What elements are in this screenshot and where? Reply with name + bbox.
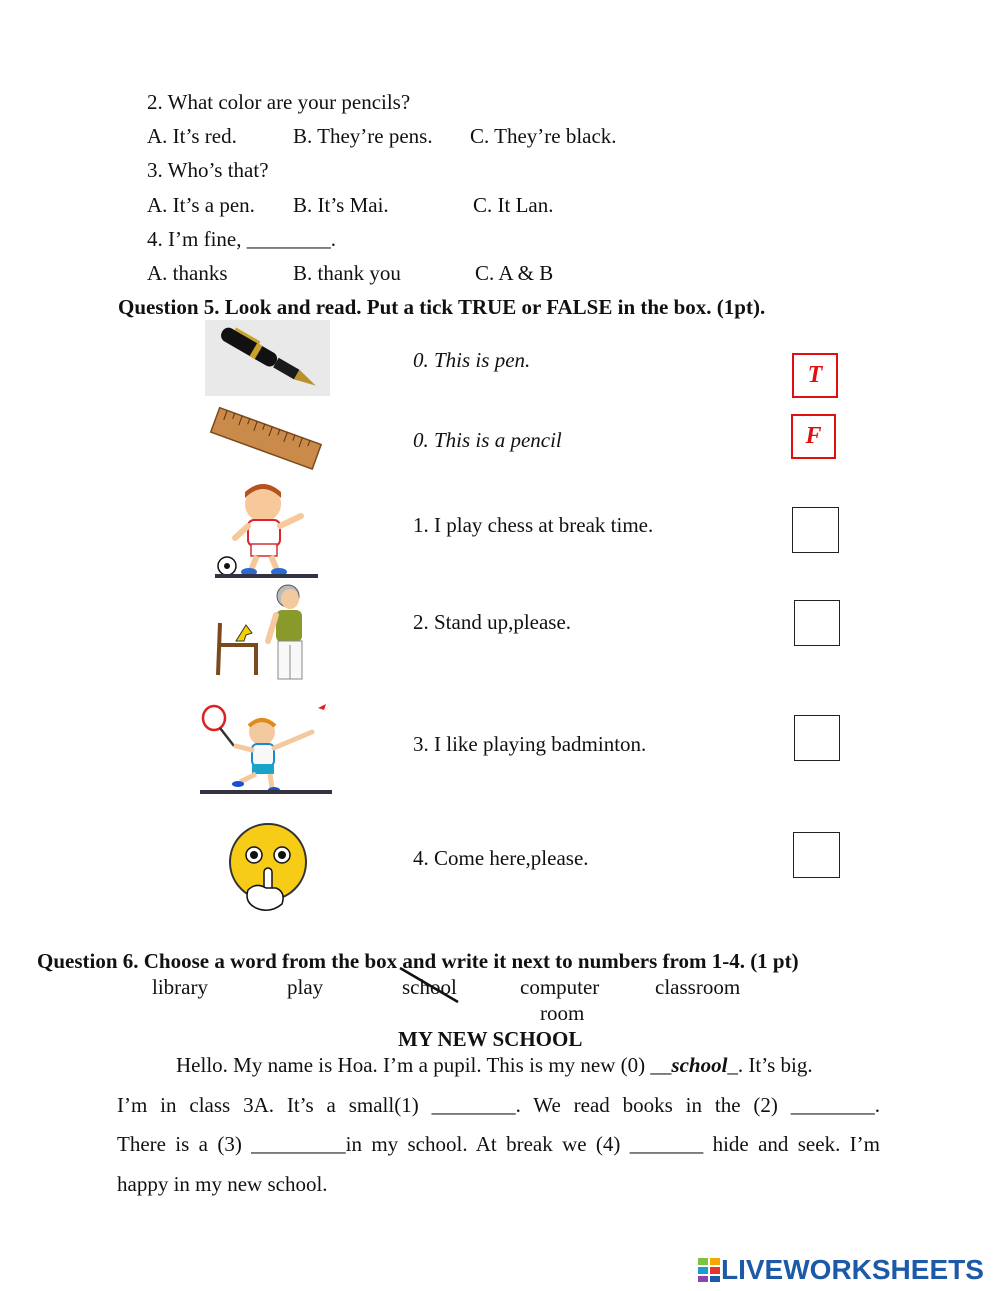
soccer-boy-image (215, 480, 318, 578)
passage-line-1-end: _. It’s big. (727, 1053, 813, 1077)
pen-image (205, 320, 330, 396)
q5-row-0-answer-box[interactable]: T (792, 353, 838, 398)
q5-row-1-sentence: 0. This is a pencil (413, 428, 562, 452)
q5-row-0-sentence: 0. This is pen. (413, 348, 531, 372)
liveworksheets-logo (697, 1254, 984, 1286)
question-2-option-c: C. They’re black. (470, 124, 617, 148)
question-3-option-a: A. It’s a pen. (147, 193, 255, 217)
q5-row-5-answer-box[interactable] (793, 832, 840, 878)
word-box-library: library (152, 975, 208, 999)
question-4-option-a: A. thanks (147, 261, 228, 285)
passage-line-3: There is a (3) _________in my school. At break we (4) _______ hide and seek. I’m (117, 1132, 880, 1156)
passage-example-answer: school (671, 1053, 728, 1077)
q5-row-1-answer-box[interactable]: F (791, 414, 836, 459)
q5-row-3-sentence: 2. Stand up,please. (413, 610, 572, 634)
word-box-play: play (287, 975, 324, 999)
shush-emoji-image (226, 822, 310, 914)
question-6-heading: Question 6. Choose a word from the box and write it next to numbers from 1-4. (1 pt) (37, 949, 799, 973)
question-2-option-b: B. They’re pens. (293, 124, 433, 148)
word-box-computer: computer (520, 975, 600, 999)
question-4-option-c: C. A & B (475, 261, 554, 285)
question-3-option-b: B. It’s Mai. (293, 193, 389, 217)
question-2-option-a: A. It’s red. (147, 124, 237, 148)
q5-row-2-sentence: 1. I play chess at break time. (413, 513, 654, 537)
word-box-school: school (402, 975, 457, 999)
man-chair-image (210, 583, 325, 681)
passage-line-1-start: Hello. My name is Hoa. I’m a pupil. This is my new (0) __ (176, 1053, 672, 1077)
q5-row-4-sentence: 3. I like playing badminton. (413, 732, 647, 756)
passage-title: MY NEW SCHOOL (398, 1027, 583, 1051)
badminton-boy-image (200, 702, 332, 796)
q5-row-2-answer-box[interactable] (792, 507, 839, 553)
question-4-stem: 4. I’m fine, ________. (147, 227, 336, 251)
crossed-out-mark (398, 964, 462, 1006)
word-box-classroom: classroom (655, 975, 741, 999)
ruler-image (208, 403, 323, 473)
question-4-option-b: B. thank you (293, 261, 401, 285)
question-5-heading: Question 5. Look and read. Put a tick TRUE or FALSE in the box. (1pt). (118, 295, 766, 319)
passage-line-4: happy in my new school. (117, 1172, 328, 1196)
q5-row-4-answer-box[interactable] (794, 715, 840, 761)
passage-line-2: I’m in class 3A. It’s a small(1) ________. We read books in the (2) ________. (117, 1093, 880, 1117)
liveworksheets-icon (697, 1257, 721, 1283)
passage-line-1 (176, 1055, 813, 1076)
question-3-option-c: C. It Lan. (473, 193, 554, 217)
word-box-computer-room-wrap: room (540, 1001, 585, 1025)
question-2-stem: 2. What color are your pencils? (147, 90, 411, 114)
liveworksheets-wordmark: LIVEWORKSHEETS (721, 1254, 984, 1285)
question-3-stem: 3. Who’s that? (147, 158, 269, 182)
q5-row-5-sentence: 4. Come here,please. (413, 846, 589, 870)
q5-row-3-answer-box[interactable] (794, 600, 840, 646)
